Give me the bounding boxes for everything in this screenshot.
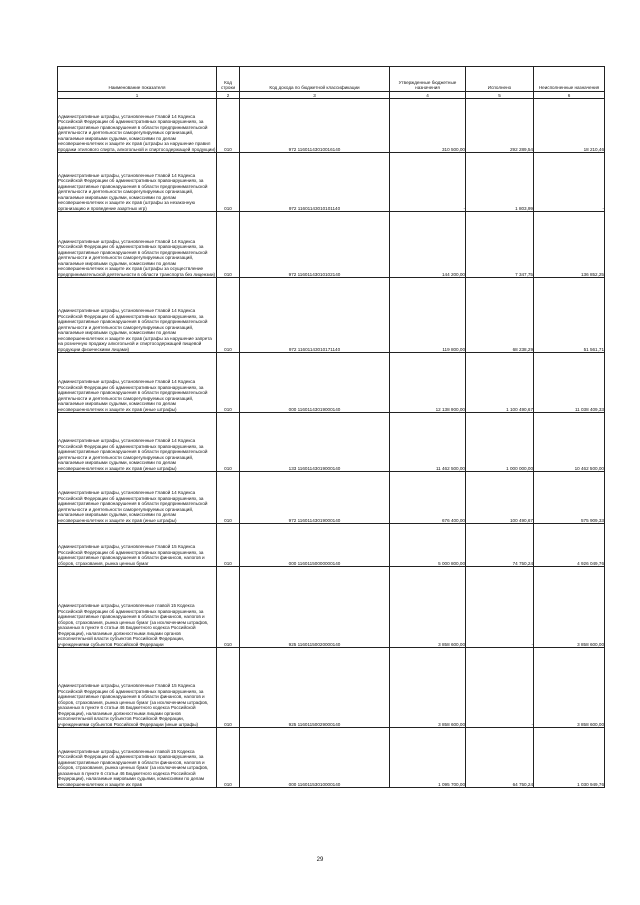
header-indicator-name: Наименование показателя [58,67,217,92]
column-number: 5 [466,92,534,99]
row-code: 010 [217,472,240,524]
row-income-code: 972 11601143019000140 [240,472,390,524]
row-approved: 119 800,00 [390,278,466,353]
row-code: 010 [217,278,240,353]
row-income-code: 925 11601150020000140 [240,567,390,648]
row-approved: 5 000 800,00 [390,524,466,567]
row-name: Административные штрафы, установленные Главой 15 Кодекса Российской Федерации об административных правонарушениях, за административные правонарушения в области финансов, налогов и сборов, страхования, рынка ценных бумаг [58,524,217,567]
column-number: 4 [390,92,466,99]
column-number-row [58,92,605,99]
row-code: 010 [217,353,240,413]
table-row [58,728,605,788]
row-executed: 292 289,54 [466,99,534,153]
row-remaining: 3 858 600,00 [534,648,605,728]
row-remaining: 3 858 600,00 [534,567,605,648]
row-income-code: 925 11601150029000140 [240,648,390,728]
table-row [58,472,605,524]
row-income-code: 000 11601143019000140 [240,353,390,413]
row-code: 010 [217,212,240,278]
table-row [58,99,605,153]
row-approved: 12 138 900,00 [390,353,466,413]
column-number: 2 [217,92,240,99]
table-row [58,413,605,472]
row-code: 010 [217,648,240,728]
row-income-code: 972 11601143010016140 [240,99,390,153]
row-remaining: 11 038 409,33 [534,353,605,413]
row-code: 010 [217,567,240,648]
row-name: Административные штрафы, установленные Главой 14 Кодекса Российской Федерации об административных правонарушениях, за административные правонарушения в области предпринимательской деятельности и деятельности саморегулируемых организаций, налагаемые мировыми судьями, комиссиями по делам несовершеннолетних и защите их прав (иные штрафы) [58,353,217,413]
row-income-code: 972 11601143010101140 [240,153,390,212]
row-name: Административные штрафы, установленные Главой 14 Кодекса Российской Федерации об административных правонарушениях, за административные правонарушения в области предпринимательской деятельности и деятельности саморегулируемых организаций, налагаемые мировыми судьями, комиссиями по делам несовершеннолетних и защите их прав (штрафы за осуществление предпринимательской деятельности в области транспорта без лицензии) [58,212,217,278]
budget-execution-table [57,66,605,788]
header-approved: Утвержденные бюджетные назначения [390,67,466,92]
row-name: Административные штрафы, установленные Главой 14 Кодекса Российской Федерации об административных правонарушениях, за административные правонарушения в области предпринимательской деятельности и деятельности саморегулируемых организаций, налагаемые мировыми судьями, комиссиями по делам несовершеннолетних и защите их прав (штрафы за нарушение запрета на розничную продажу алкогольной и спиртосодержащей пищевой продукции физическими лицами) [58,278,217,353]
row-code: 010 [217,524,240,567]
row-name: Административные штрафы, установленные главой 15 Кодекса Российской Федерации об административных правонарушениях, за административные правонарушения в области финансов, налогов и сборов, страхования, рынка ценных бумаг (за исключением штрафов, указанных в пункте 6 статьи 46 Бюджетного кодекса Российской Федерации), налагаемые мировыми судьями, комиссиями по делам несовершеннолетних и защите их прав [58,728,217,788]
row-name: Административные штрафы, установленные Главой 14 Кодекса Российской Федерации об административных правонарушениях, за административные правонарушения в области предпринимательской деятельности и деятельности саморегулируемых организаций, налагаемые мировыми судьями, комиссиями по делам несовершеннолетних и защите их прав (иные штрафы) [58,413,217,472]
row-approved: 310 500,00 [390,99,466,153]
row-approved: 11 462 500,00 [390,413,466,472]
row-executed: 7 347,75 [466,212,534,278]
table-header-row [58,67,605,92]
row-approved: 144 200,00 [390,212,466,278]
row-income-code: 000 11601150000000140 [240,524,390,567]
row-remaining: 136 852,25 [534,212,605,278]
table-row [58,153,605,212]
row-income-code: 133 11601143019000140 [240,413,390,472]
row-approved: 1 095 700,00 [390,728,466,788]
row-executed: 1 803,99 [466,153,534,212]
header-line-code: Код строки [217,67,240,92]
row-remaining: 4 926 049,76 [534,524,605,567]
row-income-code: 972 11601143010102140 [240,212,390,278]
row-name: Административные штрафы, установленные Главой 15 Кодекса Российской Федерации об административных правонарушениях, за административные правонарушения в области финансов, налогов и сборов, страхования, рынка ценных бумаг (за исключением штрафов, указанных в пункте 6 статьи 46 Бюджетного кодекса Российской Федерации), налагаемые должностными лицами органов исполнительной власти субъектов Российской Федерации, учреждениями субъектов Российской Федерации (иные штрафы) [58,648,217,728]
row-executed: 64 750,24 [466,728,534,788]
row-executed: 100 490,67 [466,472,534,524]
column-number: 3 [240,92,390,99]
row-code: 010 [217,99,240,153]
row-executed: 68 238,29 [466,278,534,353]
header-income-code: Код дохода по бюджетной классификации [240,67,390,92]
row-code: 010 [217,413,240,472]
table-row [58,353,605,413]
page-number: 29 [316,857,324,863]
row-name: Административные штрафы, установленные Главой 14 Кодекса Российской Федерации об административных правонарушениях, за административные правонарушения в области предпринимательской деятельности и деятельности саморегулируемых организаций, налагаемые мировыми судьями, комиссиями по делам несовершеннолетних и защите их прав (штрафы за нарушение правил продажи этилового спирта, алкогольной и спиртосодержащей продукции) [58,99,217,153]
column-number: 6 [534,92,605,99]
table-row [58,648,605,728]
header-executed: Исполнено [466,67,534,92]
row-remaining: 575 909,33 [534,472,605,524]
row-executed: - [466,648,534,728]
header-remaining: Неисполненные назначения [534,67,605,92]
row-remaining: 51 561,71 [534,278,605,353]
row-income-code: 972 11601143010171140 [240,278,390,353]
table-row [58,567,605,648]
row-executed: 1 000 000,00 [466,413,534,472]
row-code: 010 [217,153,240,212]
row-executed: 1 100 490,67 [466,353,534,413]
row-executed: 74 750,24 [466,524,534,567]
row-approved: - [390,153,466,212]
row-approved: 3 858 600,00 [390,648,466,728]
table-row [58,524,605,567]
table-row [58,278,605,353]
row-name: Административные штрафы, установленные Главой 14 Кодекса Российской Федерации об административных правонарушениях, за административные правонарушения в области предпринимательской деятельности и деятельности саморегулируемых организаций, налагаемые мировыми судьями, комиссиями по делам несовершеннолетних и защите их прав (штрафы за незаконную организацию и проведение азартных игр) [58,153,217,212]
row-code: 010 [217,728,240,788]
row-approved: 3 858 600,00 [390,567,466,648]
row-remaining: 1 030 949,76 [534,728,605,788]
row-remaining: - [534,153,605,212]
row-approved: 676 400,00 [390,472,466,524]
column-number: 1 [58,92,217,99]
row-remaining: 10 462 500,00 [534,413,605,472]
row-remaining: 18 210,46 [534,99,605,153]
row-name: Административные штрафы, установленные главой 15 Кодекса Российской Федерации об административных правонарушениях, за административные правонарушения в области финансов, налогов и сборов, страхования, рынка ценных бумаг (за исключением штрафов, указанных в пункте 6 статьи 46 Бюджетного кодекса Российской Федерации), налагаемые должностными лицами органов исполнительной власти субъектов Российской Федерации, учреждениями субъектов Российской Федерации [58,567,217,648]
table-row [58,212,605,278]
row-executed: - [466,567,534,648]
row-name: Административные штрафы, установленные Главой 14 Кодекса Российской Федерации об административных правонарушениях, за административные правонарушения в области предпринимательской деятельности и деятельности саморегулируемых организаций, налагаемые мировыми судьями, комиссиями по делам несовершеннолетних и защите их прав (иные штрафы) [58,472,217,524]
row-income-code: 000 11601153010000140 [240,728,390,788]
